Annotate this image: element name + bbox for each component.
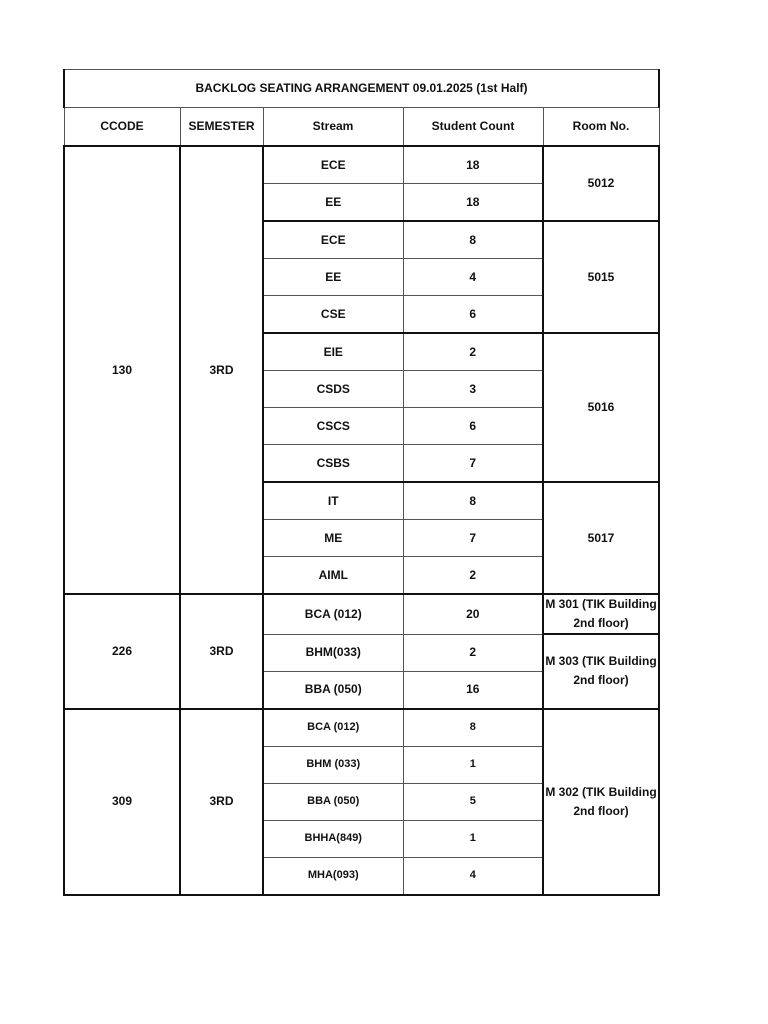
stream-cell: CSE — [263, 296, 403, 334]
title-row — [64, 70, 659, 108]
count-cell: 18 — [403, 146, 543, 184]
count-cell: 4 — [403, 857, 543, 895]
room-cell: M 302 (TIK Building 2nd floor) — [543, 709, 659, 895]
room-cell: M 301 (TIK Building 2nd floor) — [543, 594, 659, 634]
header-semester: SEMESTER — [180, 108, 263, 147]
count-cell: 2 — [403, 557, 543, 595]
stream-cell: EIE — [263, 333, 403, 371]
header-stream: Stream — [263, 108, 403, 147]
count-cell: 7 — [403, 445, 543, 483]
count-cell: 3 — [403, 371, 543, 408]
stream-cell: BCA (012) — [263, 709, 403, 747]
stream-cell: BBA (050) — [263, 671, 403, 709]
stream-cell: EE — [263, 259, 403, 296]
stream-cell: BHHA(849) — [263, 820, 403, 857]
room-cell: M 303 (TIK Building 2nd floor) — [543, 634, 659, 709]
stream-cell: CSBS — [263, 445, 403, 483]
ccode-cell: 226 — [64, 594, 180, 709]
room-cell: 5015 — [543, 221, 659, 333]
count-cell: 18 — [403, 184, 543, 222]
count-cell: 4 — [403, 259, 543, 296]
count-cell: 2 — [403, 634, 543, 671]
room-cell: 5012 — [543, 146, 659, 221]
count-cell: 2 — [403, 333, 543, 371]
room-cell: 5017 — [543, 482, 659, 594]
sheet-title: BACKLOG SEATING ARRANGEMENT 09.01.2025 (1st Half) — [64, 70, 659, 108]
stream-cell: MHA(093) — [263, 857, 403, 895]
count-cell: 20 — [403, 594, 543, 634]
stream-cell: ME — [263, 520, 403, 557]
ccode-cell: 130 — [64, 146, 180, 594]
room-cell: 5016 — [543, 333, 659, 482]
ccode-cell: 309 — [64, 709, 180, 895]
stream-cell: BCA (012) — [263, 594, 403, 634]
stream-cell: BBA (050) — [263, 783, 403, 820]
semester-cell: 3RD — [180, 709, 263, 895]
count-cell: 5 — [403, 783, 543, 820]
stream-cell: BHM(033) — [263, 634, 403, 671]
count-cell: 8 — [403, 221, 543, 259]
semester-cell: 3RD — [180, 146, 263, 594]
seating-table — [63, 69, 660, 896]
stream-cell: CSCS — [263, 408, 403, 445]
count-cell: 8 — [403, 482, 543, 520]
count-cell: 16 — [403, 671, 543, 709]
stream-cell: ECE — [263, 221, 403, 259]
table-row — [64, 594, 659, 634]
stream-cell: EE — [263, 184, 403, 222]
stream-cell: ECE — [263, 146, 403, 184]
stream-cell: BHM (033) — [263, 746, 403, 783]
stream-cell: IT — [263, 482, 403, 520]
header-count: Student Count — [403, 108, 543, 147]
count-cell: 6 — [403, 408, 543, 445]
count-cell: 1 — [403, 820, 543, 857]
table-row — [64, 709, 659, 747]
count-cell: 8 — [403, 709, 543, 747]
header-row — [64, 108, 659, 147]
count-cell: 7 — [403, 520, 543, 557]
stream-cell: CSDS — [263, 371, 403, 408]
count-cell: 6 — [403, 296, 543, 334]
table-row — [64, 146, 659, 184]
count-cell: 1 — [403, 746, 543, 783]
semester-cell: 3RD — [180, 594, 263, 709]
header-room: Room No. — [543, 108, 659, 147]
header-ccode: CCODE — [64, 108, 180, 147]
stream-cell: AIML — [263, 557, 403, 595]
